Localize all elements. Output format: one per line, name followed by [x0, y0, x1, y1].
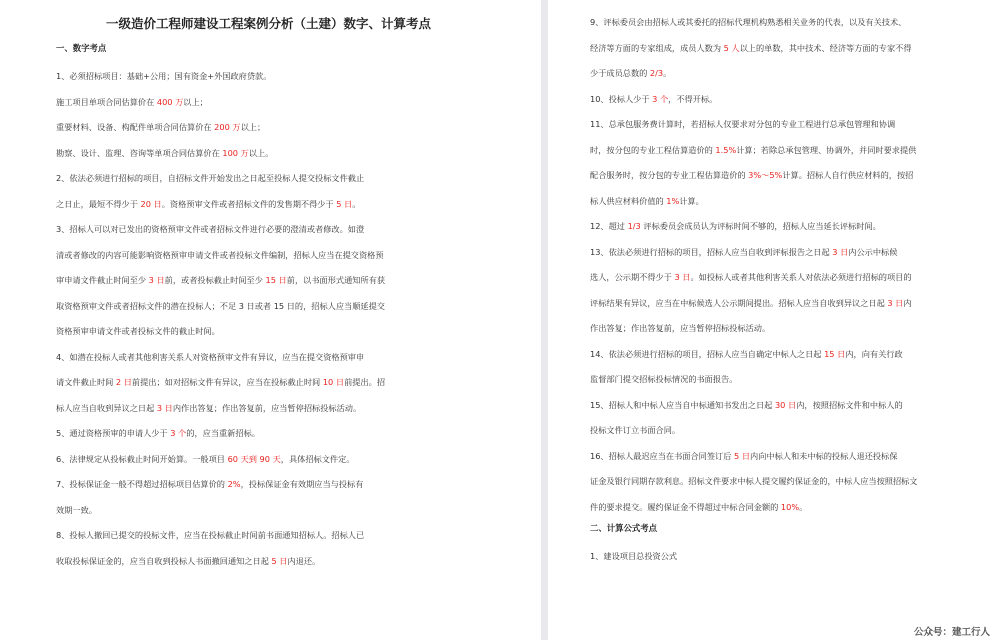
paragraph-r11 — [574, 112, 960, 214]
text-run: 评标结果有异议，应当在中标候选人公示期间提出。招标人应当自收到异议之日起 — [590, 297, 888, 308]
paragraph-line — [40, 294, 497, 320]
text-run: 作出答复；作出答复前，应当暂停招标投标活动。 — [590, 323, 771, 333]
text-run: 施工项目单项合同估算价在 — [56, 96, 157, 107]
highlighted-number: 5 日 — [336, 198, 353, 209]
text-run: 时，按分包的专业工程估算造价的 — [590, 144, 716, 155]
text-run: 评标委员会成员认为评标时间不够的，招标人应当延长评标时间。 — [640, 221, 881, 231]
paragraph-line — [574, 163, 960, 189]
paragraph-line — [56, 115, 497, 141]
highlighted-number: 3%～5% — [748, 170, 783, 180]
text-run: 。 — [799, 501, 808, 512]
paragraph-line — [574, 444, 960, 470]
paragraph-line — [574, 61, 960, 87]
text-run: 13、依法必须进行招标的项目，招标人应当自收到评标报告之日起 — [590, 246, 833, 257]
text-run: 标人供应材料价值的 — [590, 195, 667, 206]
highlighted-number: 60 天到 90 天 — [227, 453, 281, 464]
paragraph-p5 — [40, 421, 497, 447]
text-run: ，投标保证金有效期应当与投标有 — [240, 479, 364, 489]
text-run: 内退还。 — [287, 555, 321, 566]
highlighted-number: 30 日 — [774, 399, 797, 410]
highlighted-number: 5 人 — [723, 42, 740, 53]
paragraph-p2 — [40, 166, 497, 217]
paragraph-p1 — [40, 64, 497, 90]
paragraph-line — [574, 418, 960, 444]
paragraph-line — [574, 265, 960, 291]
paragraph-p1a — [56, 90, 497, 116]
section-heading-formulas: 二、计算公式考点 — [590, 523, 657, 533]
text-run: 计算。 — [679, 195, 704, 206]
highlighted-number: 10% — [780, 501, 800, 512]
text-run: 计算。招标人自行供应材料的，按招 — [782, 170, 914, 180]
text-run: 以上。 — [248, 147, 274, 158]
highlighted-number: 3 日 — [156, 402, 173, 413]
text-run: 7、投标保证金一般不得超过招标项目估算价的 — [56, 479, 228, 489]
paragraph-line — [40, 64, 497, 90]
left-paragraphs — [40, 64, 497, 574]
section-heading-numbers: 一、数字考点 — [56, 43, 107, 53]
highlighted-number: 3 日 — [674, 272, 691, 282]
text-run: 前提出；如对招标文件有异议，应当在投标截止时间 — [131, 377, 323, 387]
text-run: 4、如潜在投标人或者其他利害关系人对资格预审文件有异议，应当在提交资格预审申 — [56, 351, 365, 362]
formula-subheading: 1、建设项目总投资公式 — [590, 551, 678, 561]
document-title: 一级造价工程师建设工程案例分析（土建）数字、计算考点 — [105, 16, 431, 31]
paragraph-line — [56, 90, 497, 116]
text-run: 件的要求提交。履约保证金不得超过中标合同金额的 — [590, 501, 781, 512]
paragraph-line — [574, 291, 960, 317]
text-run: 重要材料、设备、构配件单项合同估算价在 — [56, 122, 215, 132]
text-run: 10、投标人少于 — [590, 93, 653, 104]
text-run: 内，向有关行政 — [845, 348, 903, 359]
highlighted-number: 5 日 — [734, 450, 751, 461]
text-run: 经济等方面的专家组成，成员人数为 — [590, 42, 724, 53]
text-run: 计算；若除总承包管理、协调外，并同时要求提供 — [736, 144, 917, 155]
text-run: 内作出答复；作出答复前，应当暂停招标投标活动。 — [172, 402, 362, 413]
text-run: ，不得开标。 — [668, 93, 718, 104]
text-run: 内公示中标候 — [848, 246, 898, 257]
paragraph-line — [574, 112, 960, 138]
highlighted-number: 3 日 — [832, 246, 849, 257]
watermark-text: 公众号：建工行人 — [913, 627, 990, 638]
text-run: 审申请文件截止时间至少 — [56, 275, 149, 285]
text-run: 请文件截止时间 — [56, 377, 116, 387]
text-run: 前，以书面形式通知所有获 — [286, 275, 386, 285]
paragraph-line — [40, 472, 497, 498]
text-run: 9、评标委员会由招标人或其委托的招标代理机构熟悉相关业务的代表，以及有关技术、 — [590, 17, 907, 27]
highlighted-number: 20 日 — [140, 198, 162, 209]
paragraph-r12 — [574, 214, 960, 240]
text-run: 3、招标人可以对已发出的资格预审文件或者招标文件进行必要的澄清或者修改。如澄 — [56, 224, 365, 234]
paragraph-line — [574, 240, 960, 266]
highlighted-number: 400 万 — [156, 96, 184, 107]
paragraph-line — [40, 166, 497, 192]
text-run: 的，应当重新招标。 — [186, 428, 260, 438]
text-run: 勘察、设计、监理、咨询等单项合同估算价在 — [56, 147, 223, 158]
highlighted-number: 1/3 — [627, 221, 641, 231]
highlighted-number: 15 日 — [824, 348, 846, 359]
paragraph-line — [40, 345, 497, 371]
paragraph-p6 — [40, 447, 497, 473]
paragraph-line — [40, 498, 497, 524]
text-run: 6、法律规定从投标截止时间开始算。一般项目 — [56, 453, 228, 464]
highlighted-number: 100 万 — [222, 147, 249, 158]
text-run: 少于成员总数的 — [590, 68, 650, 78]
text-run: 11、总承包服务费计算时，若招标人仅要求对分包的专业工程进行总承包管理和协调 — [590, 119, 896, 129]
paragraph-p3 — [40, 217, 497, 345]
paragraph-line — [574, 138, 960, 164]
text-run: 14、依法必须进行招标的项目，招标人应当自确定中标人之日起 — [590, 348, 825, 359]
paragraph-p1b — [56, 115, 497, 141]
paragraph-line — [574, 469, 960, 495]
paragraph-line — [56, 141, 497, 167]
paragraph-r9 — [574, 10, 960, 87]
text-run: 。如投标人或者其他利害关系人对依法必须进行招标的项目的 — [690, 272, 912, 282]
paragraph-p4 — [40, 345, 497, 422]
text-run: 8、投标人撤回已提交的投标文件，应当在投标截止时间前书面通知招标人。招标人已 — [56, 530, 365, 540]
text-run: 选人，公示期不得少于 — [590, 272, 675, 282]
paragraph-p7 — [40, 472, 497, 523]
paragraph-line — [574, 342, 960, 368]
highlighted-number: 3 日 — [887, 297, 904, 308]
highlighted-number: 5 日 — [271, 555, 288, 566]
highlighted-number: 2% — [227, 479, 241, 489]
text-run: 投标文件订立书面合同。 — [590, 425, 681, 435]
paragraph-r13 — [574, 240, 960, 342]
text-run: 取资格预审文件或者招标文件的潜在投标人；不足 3 日或者 15 日的，招标人应当顺延提交 — [56, 300, 385, 311]
text-run: 15、招标人和中标人应当自中标通知书发出之日起 — [590, 399, 775, 410]
paragraph-line — [40, 192, 497, 218]
paragraph-line — [574, 87, 960, 113]
highlighted-number: 3 个 — [170, 428, 187, 438]
paragraph-line — [40, 549, 497, 575]
text-run: 标人应当自收到异议之日起 — [56, 402, 157, 413]
paragraph-line — [574, 214, 960, 240]
text-run: 前，或者投标截止时间至少 — [164, 275, 266, 285]
paragraph-line — [40, 370, 497, 396]
text-run: 资格预审申请文件或者投标文件的截止时间。 — [56, 326, 220, 336]
highlighted-number: 1.5% — [715, 144, 737, 155]
text-run: 12、超过 — [590, 221, 628, 231]
paragraph-line — [40, 268, 497, 294]
paragraph-line — [40, 447, 497, 473]
text-run: 。资格预审文件或者招标文件的发售期不得少于 — [161, 198, 337, 209]
text-run: 内向中标人和未中标的投标人退还投标保 — [750, 450, 898, 461]
paragraph-line — [40, 217, 497, 243]
paragraph-line — [40, 243, 497, 269]
text-run: 2、依法必须进行招标的项目，自招标文件开始发出之日起至投标人提交投标文件截止 — [56, 173, 365, 183]
paragraph-line — [40, 396, 497, 422]
paragraph-line — [574, 36, 960, 62]
highlighted-number: 1% — [666, 195, 680, 206]
text-run: 内，按照招标文件和中标人的 — [796, 399, 903, 410]
text-run: 1、必须招标项目：基础+公用；国有资金+外国政府贷款。 — [56, 71, 272, 81]
text-run: 。 — [352, 198, 361, 209]
highlighted-number: 200 万 — [214, 122, 241, 132]
paragraph-line — [574, 10, 960, 36]
text-run: 监督部门提交招标投标情况的书面报告。 — [590, 374, 738, 384]
paragraph-line — [40, 319, 497, 345]
text-run: 以上； — [183, 96, 208, 107]
paragraph-line — [574, 367, 960, 393]
text-run: 。 — [663, 68, 672, 78]
text-run: 以上的单数，其中技术、经济等方面的专家不得 — [739, 42, 912, 53]
paragraph-line — [574, 393, 960, 419]
highlighted-number: 10 日 — [322, 377, 345, 387]
paragraph-p1c — [56, 141, 497, 167]
paragraph-line — [40, 421, 497, 447]
text-run: 效期一致。 — [56, 504, 97, 515]
text-run: 前提出。招 — [344, 377, 386, 387]
paragraph-line — [574, 189, 960, 215]
paragraph-r10 — [574, 87, 960, 113]
paragraph-r14 — [574, 342, 960, 393]
paragraph-line — [40, 523, 497, 549]
highlighted-number: 15 日 — [265, 275, 287, 285]
highlighted-number: 2/3 — [649, 68, 664, 78]
text-run: ，具体招标文件定。 — [280, 453, 355, 464]
right-paragraphs — [574, 10, 960, 520]
highlighted-number: 3 日 — [148, 275, 165, 285]
paragraph-r15 — [574, 393, 960, 444]
text-run: 以上； — [240, 122, 266, 132]
paragraph-line — [574, 316, 960, 342]
text-run: 证金及银行同期存款利息。招标文件要求中标人提交履约保证金的，中标人应当按照招标文 — [590, 476, 918, 486]
text-run: 收取投标保证金的，应当自收到投标人书面撤回通知之日起 — [56, 555, 272, 566]
paragraph-r16 — [574, 444, 960, 521]
paragraph-p8 — [40, 523, 497, 574]
right-page — [548, 0, 1000, 640]
highlighted-number: 2 日 — [115, 377, 132, 387]
paragraph-line — [574, 495, 960, 521]
text-run: 5、通过资格预审的申请人少于 — [56, 428, 171, 438]
text-run: 清或者修改的内容可能影响资格预审申请文件或者投标文件编制，招标人应当在提交资格预 — [56, 249, 384, 260]
highlighted-number: 3 个 — [652, 93, 669, 104]
text-run: 16、招标人最迟应当在书面合同签订后 — [590, 450, 735, 461]
text-run: 之日止，最短不得少于 — [56, 198, 141, 209]
text-run: 内 — [903, 297, 912, 308]
text-run: 配合服务时，按分包的专业工程估算造价的 — [590, 170, 749, 180]
